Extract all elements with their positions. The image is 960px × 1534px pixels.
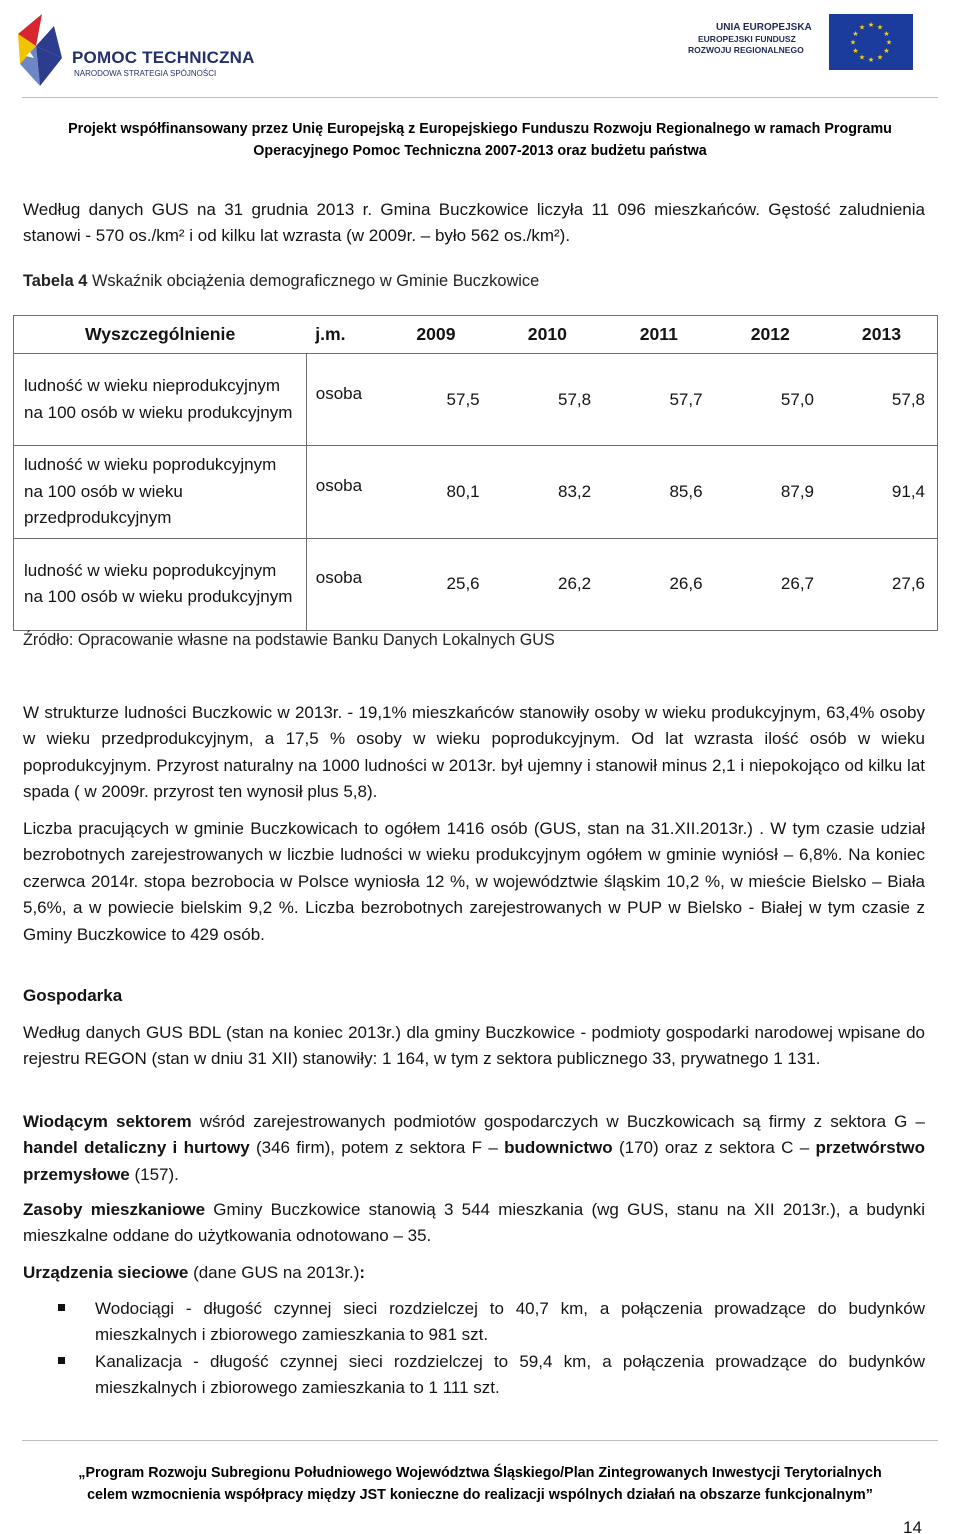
leading-sector-text-3: (170) oraz z sektora C – bbox=[612, 1138, 816, 1158]
economy-paragraph: Według danych GUS BDL (stan na koniec 2013r.) dla gminy Buczkowice - podmioty gospodarki narodowej wpisane do rejestru REGON (stan w dniu 31 XII) stanowiły: 1 164, w tym z sektora publicznego 33, prywatnego 1 131. bbox=[23, 1023, 925, 1069]
cell-2009: 57,5 bbox=[380, 354, 491, 446]
bullet-square-icon bbox=[58, 1357, 65, 1364]
sector-f-name: budownictwo bbox=[504, 1138, 613, 1158]
col-header-2009: 2009 bbox=[380, 316, 491, 354]
table-caption-text: Wskaźnik obciążenia demograficznego w Gminie Buczkowice bbox=[91, 272, 540, 290]
intro-paragraph: Według danych GUS na 31 grudnia 2013 r. Gmina Buczkowice liczyła 11 096 mieszkańców. Gęstość zaludnienia stanowi - 570 os./km² i od kilku lat wzrasta (w 2009r. – było 562 os./km²). bbox=[23, 200, 925, 246]
table-header-row bbox=[14, 316, 938, 354]
logo-title: POMOC TECHNICZNA bbox=[72, 48, 255, 67]
cell-2013: 91,4 bbox=[826, 446, 938, 539]
demographic-load-table bbox=[13, 315, 938, 631]
pomoc-techniczna-logo-icon bbox=[12, 12, 70, 88]
leading-sector-paragraph bbox=[23, 1109, 925, 1188]
col-header-2012: 2012 bbox=[715, 316, 826, 354]
eu-flag-icon bbox=[829, 14, 913, 70]
svg-text:★: ★ bbox=[883, 47, 890, 55]
eu-logo-line3: ROZWOJU REGIONALNEGO bbox=[688, 45, 804, 55]
cell-2010: 83,2 bbox=[492, 446, 603, 539]
table-caption-label: Tabela 4 bbox=[23, 272, 88, 290]
svg-text:★: ★ bbox=[858, 23, 866, 32]
row-label: ludność w wieku nieprodukcyjnym na 100 osób w wieku produkcyjnym bbox=[14, 354, 307, 446]
row-label: ludność w wieku poprodukcyjnym na 100 osób w wieku produkcyjnym bbox=[14, 538, 307, 630]
svg-text:★: ★ bbox=[867, 56, 875, 64]
logo-subtitle: NARODOWA STRATEGIA SPÓJNOŚCI bbox=[74, 69, 217, 78]
table-row bbox=[14, 538, 938, 630]
utilities-source: (dane GUS na 2013r.) bbox=[188, 1263, 360, 1282]
col-header-unit: j.m. bbox=[306, 316, 380, 354]
project-line-1: Projekt współfinansowany przez Unię Europejską z Europejskiego Funduszu Rozwoju Regionalnego w ramach Programu bbox=[68, 121, 892, 137]
col-header-2013: 2013 bbox=[826, 316, 938, 354]
page-number: 14 bbox=[903, 1518, 922, 1534]
bullet-square-icon bbox=[58, 1304, 65, 1311]
leading-sector-label: Wiodącym sektorem bbox=[23, 1112, 192, 1131]
population-structure-paragraph: W strukturze ludności Buczkowic w 2013r. - 19,1% mieszkańców stanowiły osoby w wieku produkcyjnym, 63,4% osoby w wieku przedprodukcyjnym, a 17,5 % osoby w wieku poprodukcyjnym. Od lat wzrasta ilość osób w wieku poprodukcyjnym. Przyrost naturalny na 1000 ludności w 2013r. był ujemny i stanowił minus 2,1 i niepokojąco od kilku lat spada ( w 2009r. przyrost ten wynosił plus 5,8). bbox=[23, 703, 925, 802]
utilities-heading bbox=[23, 1260, 925, 1286]
row-unit: osoba bbox=[306, 538, 380, 630]
sector-c-name: przetwórstwo przemysłowe bbox=[23, 1138, 925, 1184]
cell-2010: 26,2 bbox=[492, 538, 603, 630]
svg-text:★: ★ bbox=[849, 38, 857, 47]
table-source: Źródło: Opracowanie własne na podstawie Banku Danych Lokalnych GUS bbox=[23, 631, 555, 649]
svg-text:★: ★ bbox=[885, 38, 893, 47]
eu-logo bbox=[688, 12, 913, 76]
svg-text:★: ★ bbox=[867, 21, 875, 29]
svg-text:★: ★ bbox=[883, 30, 890, 38]
footer-line-1: „Program Rozwoju Subregionu Południowego Województwa Śląskiego/Plan Zintegrowanych Inwestycji Terytorialnych bbox=[78, 1465, 882, 1481]
cell-2013: 57,8 bbox=[826, 354, 938, 446]
table-row bbox=[14, 446, 938, 539]
table-row bbox=[14, 354, 938, 446]
col-header-2010: 2010 bbox=[492, 316, 603, 354]
leading-sector-text-1: wśród zarejestrowanych podmiotów gospodarczych w Buczkowicach są firmy z sektora G – bbox=[191, 1112, 925, 1131]
pomoc-techniczna-logo bbox=[12, 12, 255, 88]
footer-program-note bbox=[14, 1462, 946, 1506]
cell-2009: 80,1 bbox=[380, 446, 491, 539]
table-caption bbox=[23, 272, 539, 291]
utilities-colon: : bbox=[359, 1263, 366, 1282]
header-divider bbox=[22, 97, 938, 98]
housing-label: Zasoby mieszkaniowe bbox=[23, 1200, 206, 1219]
sector-g-name: handel detaliczny i hurtowy bbox=[23, 1138, 250, 1158]
cell-2011: 57,7 bbox=[603, 354, 714, 446]
eu-logo-line2: EUROPEJSKI FUNDUSZ bbox=[698, 34, 796, 44]
cell-2010: 57,8 bbox=[492, 354, 603, 446]
housing-paragraph bbox=[23, 1197, 925, 1250]
employment-paragraph: Liczba pracujących w gminie Buczkowicach to ogółem 1416 osób (GUS, stan na 31.XII.2013r.) . W tym czasie udział bezrobotnych zarejestrowanych w liczbie ludności w wieku produkcyjnym ogółem w gminie wyniósł – 6,8%. Na koniec czerwca 2014r. stopa bezrobocia w Polsce wyniosła 12 %, w województwie śląskim 10,2 %, w mieście Bielsko – Biała 5,6%, a w powiecie bielskim 9,2 %. Liczba bezrobotnych zarejestrowanych w PUP w Bielsko - Białej w tym czasie z Gminy Buczkowice to 429 osób. bbox=[23, 819, 925, 944]
list-item-sewage: Kanalizacja - długość czynnej sieci rozdzielczej to 59,4 km, a połączenia prowadzące do budynków mieszkalnych i zbiorowego zamieszkania to 1 111 szt. bbox=[95, 1352, 925, 1398]
row-unit: osoba bbox=[306, 446, 380, 539]
cell-2012: 57,0 bbox=[715, 354, 826, 446]
utilities-label: Urządzenia sieciowe bbox=[23, 1263, 189, 1282]
leading-sector-text-2: (346 firm), potem z sektora F – bbox=[249, 1138, 505, 1158]
cell-2012: 87,9 bbox=[715, 446, 826, 539]
svg-text:★: ★ bbox=[876, 23, 884, 32]
footer-divider bbox=[22, 1440, 938, 1441]
housing-text: Gminy Buczkowice stanowią 3 544 mieszkania (wg GUS, stanu na XII 2013r.), a budynki mieszkalne oddane do użytkowania odnotowano – 35. bbox=[23, 1200, 925, 1246]
row-label: ludność w wieku poprodukcyjnym na 100 osób w wieku przedprodukcyjnym bbox=[14, 446, 307, 539]
footer-line-2: celem wzmocnienia współpracy między JST konieczne do realizacji wspólnych działań na obszarze funkcjonalnym” bbox=[87, 1487, 873, 1503]
col-header-2011: 2011 bbox=[603, 316, 714, 354]
cell-2009: 25,6 bbox=[380, 538, 491, 630]
cell-2013: 27,6 bbox=[826, 538, 938, 630]
svg-text:★: ★ bbox=[858, 53, 866, 62]
project-cofinancing-note bbox=[14, 118, 946, 162]
eu-logo-line1: UNIA EUROPEJSKA bbox=[716, 22, 812, 33]
col-header-description: Wyszczególnienie bbox=[14, 316, 307, 354]
svg-text:★: ★ bbox=[852, 30, 859, 38]
cell-2011: 26,6 bbox=[603, 538, 714, 630]
svg-text:★: ★ bbox=[852, 47, 859, 55]
svg-text:★: ★ bbox=[876, 53, 884, 62]
section-title-economy: Gospodarka bbox=[23, 986, 123, 1005]
cell-2012: 26,7 bbox=[715, 538, 826, 630]
list-item-water: Wodociągi - długość czynnej sieci rozdzielczej to 40,7 km, a połączenia prowadzące do budynków mieszkalnych i zbiorowego zamieszkania to 981 szt. bbox=[95, 1299, 925, 1345]
project-line-2: Operacyjnego Pomoc Techniczna 2007-2013 oraz budżetu państwa bbox=[253, 143, 707, 159]
cell-2011: 85,6 bbox=[603, 446, 714, 539]
row-unit: osoba bbox=[306, 354, 380, 446]
leading-sector-text-4: (157). bbox=[129, 1164, 179, 1184]
